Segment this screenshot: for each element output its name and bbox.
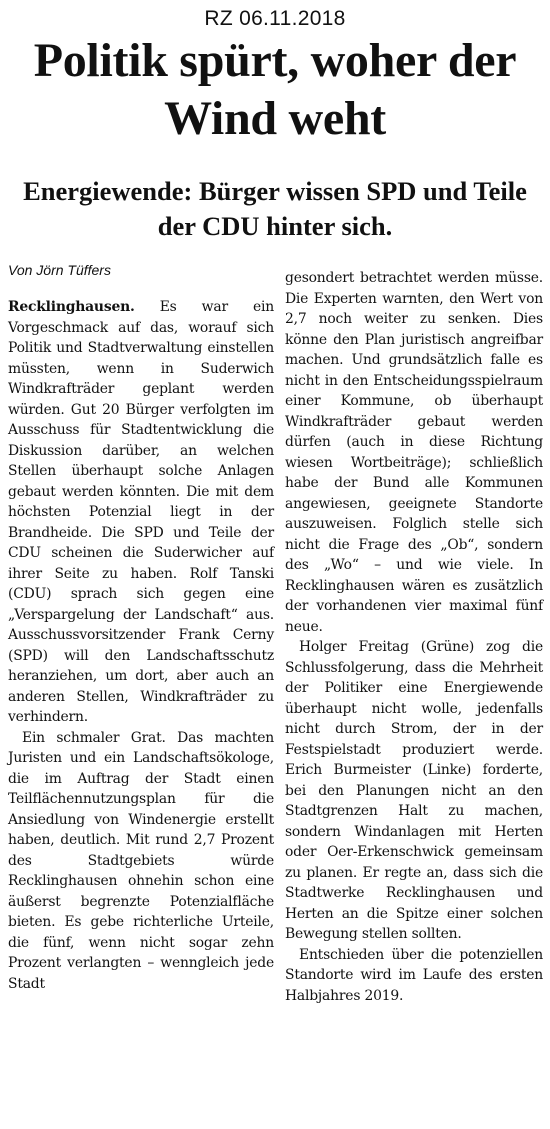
article-column-left bbox=[8, 297, 274, 994]
subheadline: Energiewende: Bürger wissen SPD und Teile der CDU hinter sich. bbox=[23, 176, 527, 241]
dateline-place: Recklinghausen. bbox=[8, 299, 135, 315]
source-date-line: RZ 06.11.2018 bbox=[204, 7, 346, 30]
article-paragraph: Ein schmaler Grat. Das machten Juristen und ein Landschaftsökologe, die im Auftrag der Stadt einen Teilflächennutzungsplan für die Ansiedlung von Windenergie erstellt haben, deutlich. Mit rund 2,7 Prozent des Stadtgebiets würde Recklinghausen ohnehin schon eine äußerst begrenzte Potenzialfläche bieten. Es gebe richterliche Urteile, die fünf, wenn nicht sogar zehn Prozent verlangten – wenngleich jede Stadt bbox=[8, 729, 274, 992]
article-paragraph: Holger Freitag (Grüne) zog die Schlussfolgerung, dass die Mehrheit der Politiker eine Energiewende überhaupt nicht wolle, jedenfalls nicht durch Strom, der in der Festspielstadt produziert werde. Erich Burmeister (Linke) forderte, bei den Planungen nicht an den Stadtgrenzen Halt zu machen, sondern Windanlagen mit Herten oder Oer-Erkenschwick gemeinsam zu planen. Er regte an, dass sich die Stadtwerke Recklinghausen und Herten an die Spitze einer solchen Bewegung stellen sollten. bbox=[285, 639, 543, 942]
article-paragraph: Entschieden über die potenziellen Standorte wird im Laufe des ersten Halbjahres 2019. bbox=[285, 946, 543, 1004]
paragraph-text: Es war ein Vorgeschmack auf das, worauf sich Politik und Stadtverwaltung einstellen müssten, wenn in Suderwich Windkrafträder geplant werden würden. Gut 20 Bürger verfolgten im Ausschuss für Stadtentwicklung die Diskussion darüber, an welchen Stellen überhaupt solche Anlagen gebaut werden könnten. Die mit dem höchsten Potenzial liegt in der Brandheide. Die SPD und Teile der CDU scheinen die Suderwicher auf ihrer Seite zu haben. Rolf Tanski (CDU) sprach sich gegen eine „Verspargelung der Landschaft“ aus. Ausschussvorsitzender Frank Cerny (SPD) will den Landschaftsschutz heranziehen, um dort, aber auch an anderen Stellen, Windkrafträder zu verhindern. bbox=[8, 299, 274, 725]
author-byline: Von Jörn Tüffers bbox=[8, 262, 111, 278]
article-column-right bbox=[285, 268, 543, 1006]
article-paragraph: gesondert betrachtet werden müsse. Die Experten warnten, den Wert von 2,7 noch weiter zu senken. Dies könne den Plan juristisch angreifbar machen. Und grundsätzlich falle es nicht in den Entscheidungsspielraum einer Kommune, ob überhaupt Windkrafträder gebaut werden dürfen (auch in diese Richtung wiesen Wortbeiträge); schließlich habe der Bund alle Kommunen angewiesen, geeignete Standorte auszuweisen. Folglich stelle sich nicht die Frage des „Ob“, sondern des „Wo“ – und wie viele. In Recklinghausen wären es zusätzlich der vorhandenen vier maximal fünf neue. bbox=[285, 270, 543, 635]
article-paragraph bbox=[8, 297, 274, 728]
headline: Politik spürt, woher der Wind weht bbox=[33, 34, 517, 145]
